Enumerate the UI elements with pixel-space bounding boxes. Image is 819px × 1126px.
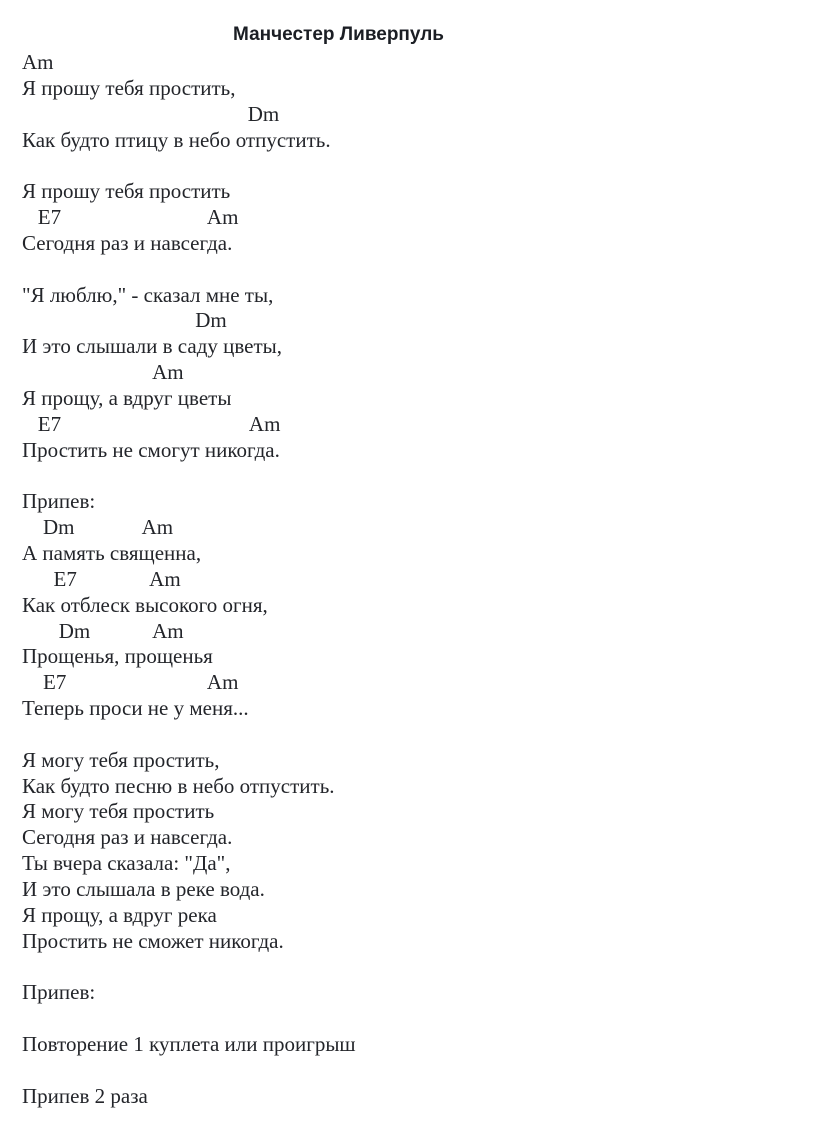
lyric-line: Я прошу тебя простить, [22, 75, 236, 100]
blank-line [22, 722, 802, 748]
section-label: Повторение 1 куплета или проигрыш [22, 1032, 356, 1057]
lyric-line: Я прощу, а вдруг река [22, 902, 217, 927]
lyric-line: Прощенья, прощенья [22, 644, 213, 669]
chord-line: Am [22, 360, 184, 385]
lyric-line: Теперь проси не у меня... [22, 696, 249, 721]
lyric-line: Я прошу тебя простить [22, 179, 231, 204]
blank-line [22, 1006, 802, 1032]
lyric-line: Как отблеск высокого огня, [22, 592, 268, 617]
song-title: Манчестер Ливерпуль [233, 24, 444, 45]
blank-line [22, 1058, 802, 1084]
lyric-line: "Я люблю," - сказал мне ты, [22, 282, 274, 307]
section-label: Припев: [22, 980, 96, 1005]
lyric-line: Как будто песню в небо отпустить. [22, 773, 335, 798]
lyric-line: Простить не сможет никогда. [22, 928, 284, 953]
blank-line [22, 153, 802, 179]
chord-line: Am [22, 50, 54, 74]
blank-line [22, 464, 802, 490]
lyric-line: Ты вчера сказала: "Да", [22, 851, 231, 876]
lyric-line: Простить не смогут никогда. [22, 437, 280, 462]
chord-line: Dm [22, 101, 280, 126]
chord-line: E7 Am [22, 411, 281, 436]
lyric-line: Сегодня раз и навсегда. [22, 825, 233, 850]
lyric-line: Я могу тебя простить [22, 799, 215, 824]
lyric-line: Я могу тебя простить, [22, 747, 220, 772]
chord-line: E7 Am [22, 670, 239, 695]
lyric-line: А память священна, [22, 541, 202, 566]
chord-line: Dm [22, 308, 227, 333]
lyric-line: И это слышали в саду цветы, [22, 334, 283, 359]
section-label: Припев 2 раза [22, 1083, 148, 1108]
blank-line [22, 955, 802, 981]
lyric-line: И это слышала в реке вода. [22, 877, 265, 901]
section-label: Припев: [22, 489, 96, 514]
lyrics-block [22, 50, 802, 1110]
lyric-line: Я прощу, а вдруг цветы [22, 385, 232, 410]
chord-line: Dm Am [22, 515, 174, 540]
blank-line [22, 257, 802, 283]
lyric-line: Сегодня раз и навсегда. [22, 230, 233, 255]
lyric-line: Как будто птицу в небо отпустить. [22, 127, 331, 152]
chord-line: E7 Am [22, 566, 181, 591]
chord-line: E7 Am [22, 205, 239, 230]
chord-line: Dm Am [22, 618, 184, 643]
